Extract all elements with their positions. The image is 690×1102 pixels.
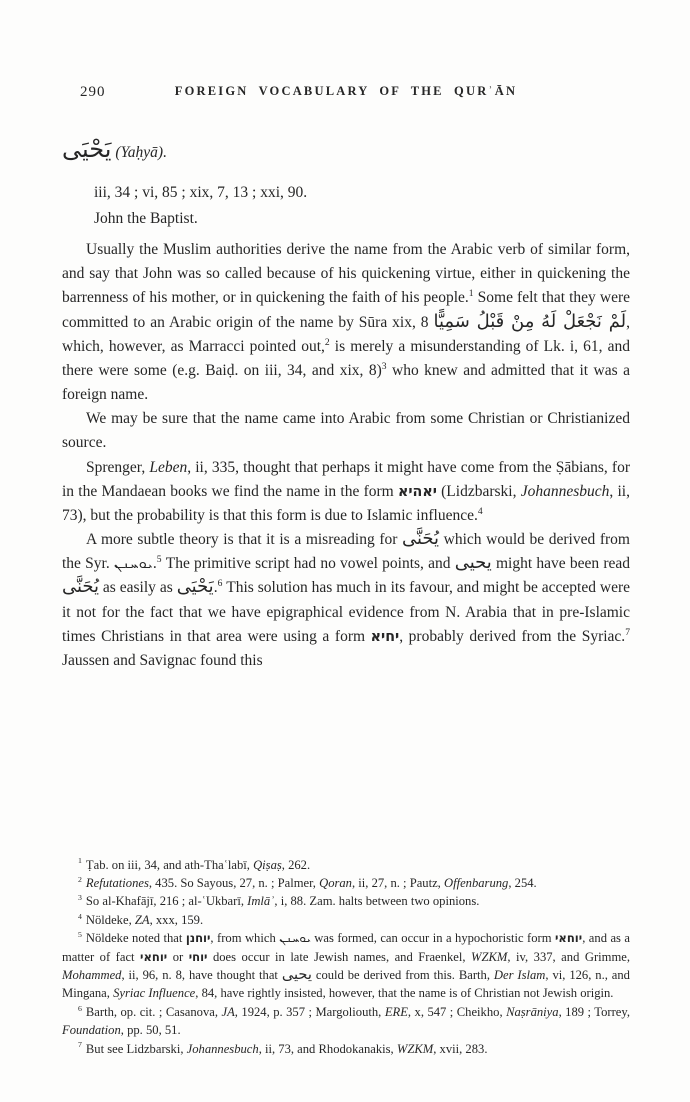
footnote-marker: 7	[78, 1040, 82, 1050]
footnote-5	[62, 929, 630, 1003]
arabic-text: يُحَنَّى	[402, 528, 440, 550]
italic-text-segment: Der Islam	[493, 967, 546, 982]
hebrew-text: יוחי	[188, 949, 208, 964]
footnote-reference: 1	[468, 288, 474, 300]
text-segment: , ii, 335, thought that perhaps it might have come from the Ṣābians, for in the Mandaean books we find the name in the form	[62, 458, 630, 500]
italic-text-segment: Naṣrāniya	[506, 1004, 559, 1019]
arabic-text: يُحَنَّى	[62, 576, 99, 598]
text-segment: (Lidzbarski,	[436, 482, 521, 500]
italic-text-segment: Foundation	[62, 1023, 121, 1038]
footnote-text	[86, 858, 310, 872]
hebrew-text: יוחאי	[555, 931, 583, 946]
text-segment: which would be derived from the Syr.	[62, 531, 630, 573]
italic-text-segment: Refutationes	[85, 875, 149, 890]
arabic-text: لَمْ نَجْعَلْ لَهُ مِنْ قَبْلُ سَمِيًّا	[433, 310, 627, 332]
italic-text-segment: Leben	[149, 458, 188, 476]
footnote-text	[62, 931, 630, 1000]
footnote-reference: 2	[324, 336, 330, 348]
text-segment: Sprenger,	[86, 458, 150, 476]
arabic-text: يحيى	[281, 965, 312, 983]
italic-text-segment: WZKM	[396, 1041, 434, 1056]
footnote-text	[86, 913, 203, 927]
page-number: 290	[80, 84, 106, 100]
footnote-reference: 6	[217, 578, 223, 590]
text-segment: might have been read	[491, 555, 631, 573]
footnote-text	[62, 1005, 630, 1037]
italic-text-segment: ZA	[134, 912, 150, 927]
hebrew-text: יאהיא	[397, 483, 437, 500]
syriac-text: ܝܘܚܢܢ	[279, 931, 311, 946]
text-segment: , 84, have rightly insisted, however, that the name is of Christian not Jewish origin.	[195, 986, 614, 1001]
text-segment: , ii, 96, n. 8, have thought that	[121, 967, 282, 982]
footnote-text	[86, 876, 537, 890]
footnote-text	[86, 894, 479, 908]
italic-text-segment: WZKM	[470, 949, 508, 964]
text-segment: , from which	[210, 931, 280, 946]
footnote-reference: 4	[477, 505, 483, 517]
text-segment: This solution has much in its favour, and might be accepted were it not for the fact that we have epigraphical evidence from N. Arabia that in pre-Islamic times Christians in that area were using a form	[62, 579, 630, 645]
footnote-4	[62, 911, 630, 929]
page-header	[62, 84, 630, 102]
text-segment: Nöldeke,	[85, 912, 135, 927]
italic-text-segment: ERE	[384, 1004, 408, 1019]
italic-text-segment: Johannesbuch	[520, 482, 610, 500]
text-segment: , which, however, as Marracci pointed out,	[62, 313, 630, 355]
text-segment: , i, 88. Zam. halts between two opinions.	[274, 894, 480, 909]
text-segment: , 1924, p. 357 ; Margoliouth,	[234, 1004, 385, 1019]
text-segment: as easily as	[99, 579, 177, 597]
text-segment: , ii, 73), but the probability is that this form is due to Islamic influence.	[62, 482, 630, 524]
arabic-text: يَحْيَى	[176, 576, 214, 598]
italic-text-segment: Offenbarung	[443, 875, 509, 890]
footnote-reference: 5	[156, 554, 162, 566]
text-segment: or	[167, 949, 189, 964]
footnote-reference: 7	[625, 626, 630, 638]
entry-gloss: John the Baptist.	[94, 210, 198, 227]
footnote-1	[62, 856, 630, 874]
headword-transliteration: (Yaḥyā).	[115, 144, 167, 161]
footnote-6	[62, 1003, 630, 1040]
text-segment: , xxx, 159.	[149, 912, 204, 927]
footnote-2	[62, 874, 630, 892]
text-segment: , ii, 73, and Rhodokanakis,	[258, 1041, 397, 1056]
italic-text-segment: JA	[221, 1004, 235, 1019]
italic-text-segment: Imlāʾ	[247, 894, 275, 909]
text-segment: was formed, can occur in a hypochoristic form	[310, 931, 555, 946]
footnote-marker: 3	[78, 893, 82, 903]
footnote-marker: 6	[78, 1003, 82, 1013]
text-segment: who knew and admitted that it was a foreign name.	[62, 361, 630, 404]
text-segment: The primitive script had no vowel points, and	[161, 555, 455, 573]
footnote-marker: 1	[78, 856, 82, 866]
text-segment: .	[213, 579, 218, 597]
text-segment: , 435. So Sayous, 27, n. ; Palmer,	[148, 875, 320, 890]
quran-references: iii, 34 ; vi, 85 ; xix, 7, 13 ; xxi, 90.	[94, 184, 308, 201]
text-segment: .	[152, 555, 157, 573]
text-segment: could be derived from this. Barth,	[311, 967, 494, 982]
syriac-text: ܝܘܚܢܢ	[113, 555, 153, 573]
text-segment: Usually the Muslim authorities derive the name from the Arabic verb of similar form, and say that John was so called because of his quickening virtue, either in quickening the barrenness of his mother, or in quickening the faith of his people.	[62, 241, 630, 307]
text-segment: A more subtle theory is that it is a misreading for	[86, 531, 403, 549]
paragraph-derivation	[62, 238, 630, 407]
text-segment: does occur in late Jewish names, and Fraenkel,	[207, 949, 471, 964]
text-segment: Barth, op. cit. ; Casanova,	[85, 1004, 222, 1019]
text-segment: , and as a matter of fact	[62, 931, 630, 964]
text-segment: , xvii, 283.	[433, 1041, 488, 1056]
text-segment: , ii, 27, n. ; Pautz,	[351, 875, 444, 890]
text-segment: Jaussen and Savignac found this	[62, 651, 263, 669]
text-segment: , x, 547 ; Cheikho,	[407, 1004, 507, 1019]
text-segment: , vi, 126, n., and Mingana,	[62, 967, 630, 1001]
entry-headword-line	[62, 132, 630, 170]
italic-text-segment: Mohammed	[62, 967, 122, 982]
paragraph-misreading-theory	[62, 528, 630, 673]
footnote-marker: 5	[78, 929, 82, 939]
text-segment: , 262.	[281, 857, 311, 872]
text-segment: , 189 ; Torrey,	[558, 1004, 630, 1019]
paragraph-source	[62, 407, 630, 455]
italic-text-segment: Qiṣaṣ	[253, 857, 282, 872]
text-segment: Some felt that they were committed to an Arabic origin of the name by Sūra xix, 8	[62, 289, 630, 331]
text-segment: is merely a misunderstanding of Lk. i, 61, and there were some (e.g. Baiḍ. on iii, 34, and xix, 8)	[62, 337, 631, 379]
text-segment: Ṭab. on iii, 34, and ath-Thaʿlabī,	[85, 857, 254, 872]
footnote-marker: 2	[78, 874, 82, 884]
text-segment: We may be sure that the name came into Arabic from some Christian or Christianized source.	[62, 410, 630, 452]
footnote-text	[86, 1042, 488, 1056]
running-title: FOREIGN VOCABULARY OF THE QURʾĀN	[174, 84, 518, 98]
text-segment: But see Lidzbarski,	[85, 1041, 187, 1056]
footnote-marker: 4	[78, 911, 82, 921]
italic-text-segment: Syriac Influence	[113, 986, 196, 1001]
headword-arabic: يَحْيَى	[62, 135, 112, 163]
text-segment: , probably derived from the Syriac.	[399, 627, 626, 645]
footnote-7	[62, 1040, 630, 1058]
text-segment: , pp. 50, 51.	[120, 1023, 181, 1038]
hebrew-text: יוחאי	[140, 949, 168, 964]
footnote-reference: 3	[381, 360, 387, 372]
paragraph-sprenger	[62, 456, 630, 529]
footnotes-section	[62, 848, 630, 1058]
italic-text-segment: Qoran	[319, 875, 352, 890]
text-segment: , 254.	[508, 875, 537, 890]
arabic-text: يحيى	[454, 552, 492, 574]
footnote-3	[62, 892, 630, 910]
text-segment: Nöldeke noted that	[85, 931, 186, 946]
text-segment: So al-Khafājī, 216 ; al-ʿUkbarī,	[85, 894, 248, 909]
hebrew-text: יחיא	[370, 628, 400, 645]
italic-text-segment: Johannesbuch	[186, 1041, 259, 1056]
text-segment: , iv, 337, and Grimme,	[507, 949, 630, 964]
entry-body	[62, 238, 630, 673]
hebrew-text: יוחנן	[185, 931, 211, 946]
